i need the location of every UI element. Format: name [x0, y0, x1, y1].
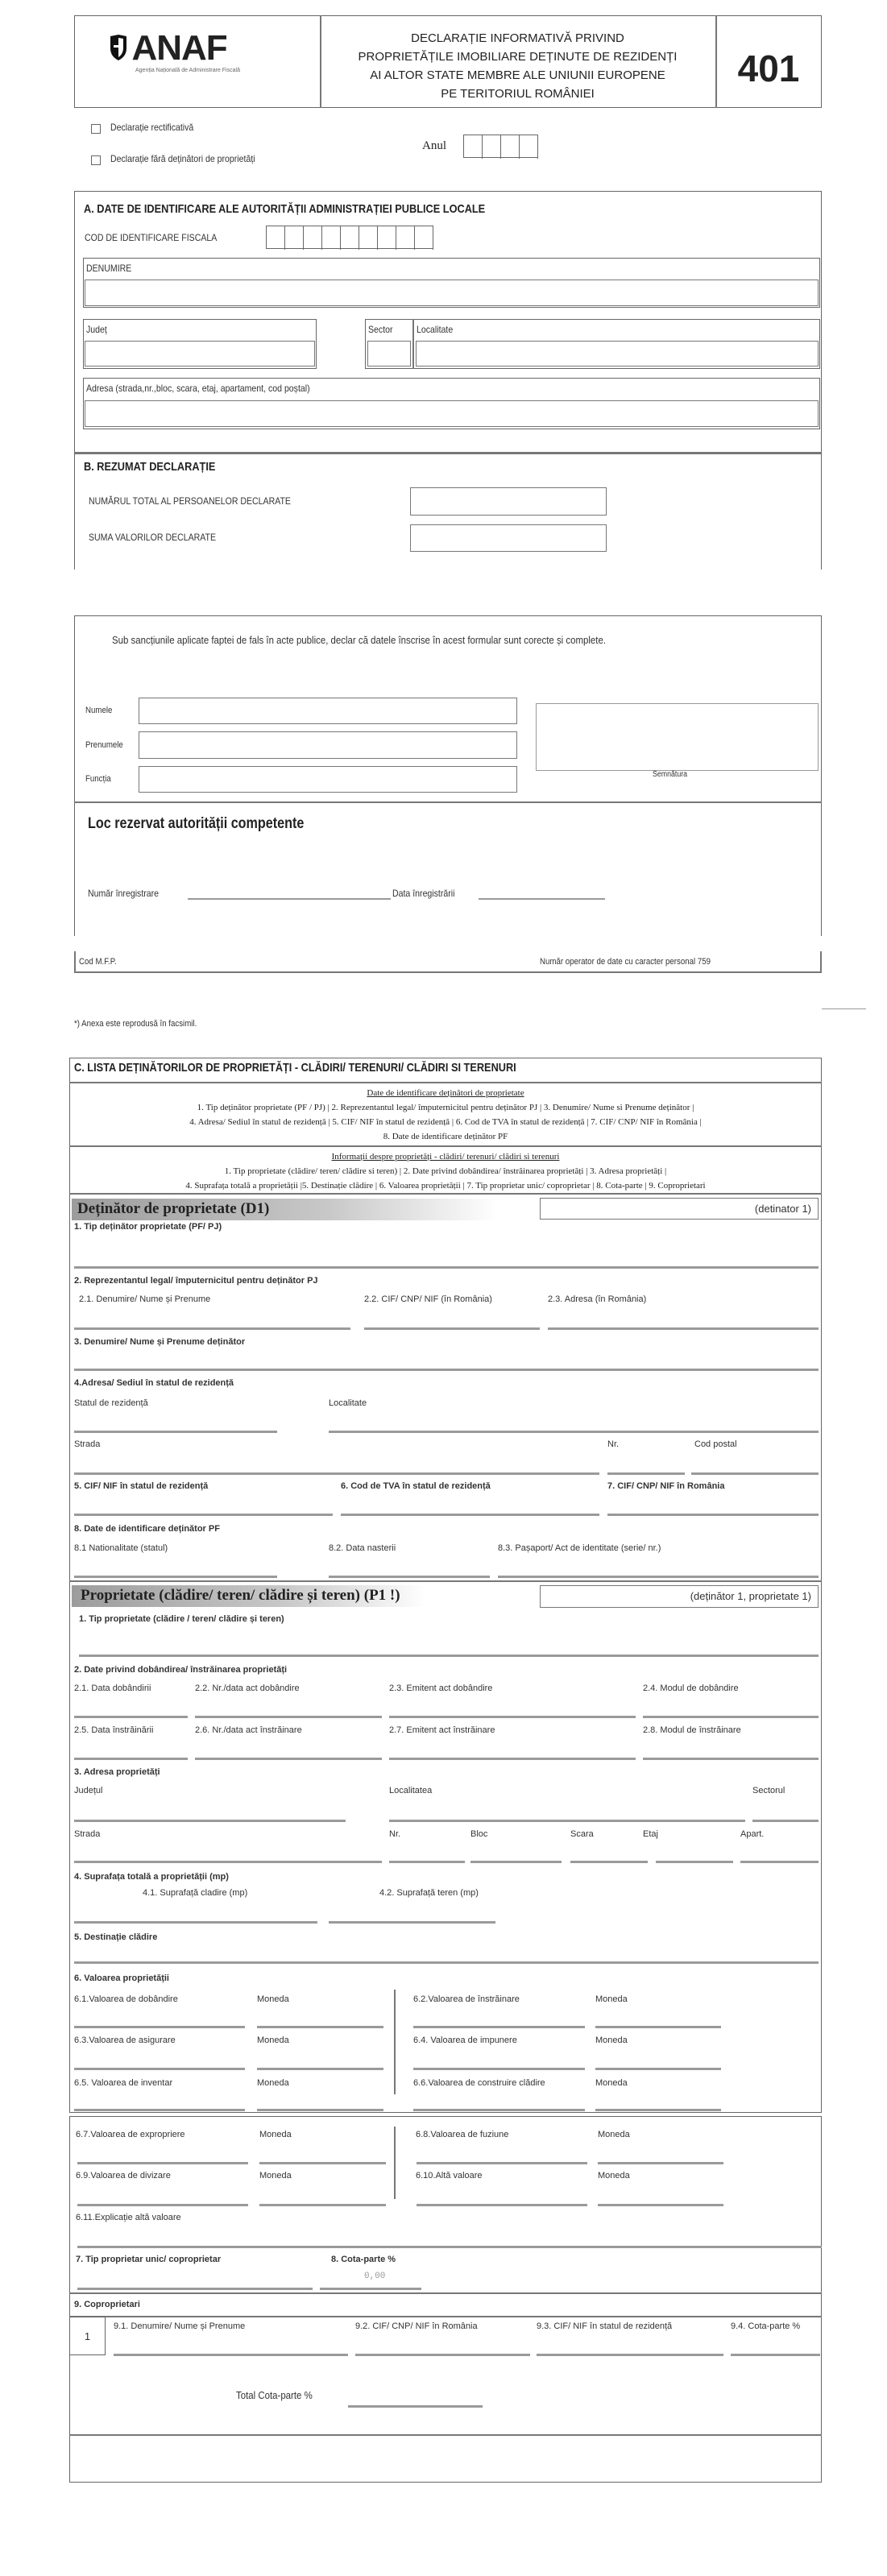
moneda-label: Moneda [259, 2171, 292, 2180]
property-sectorul-input[interactable] [752, 1820, 819, 1822]
adresa-input[interactable] [85, 400, 819, 427]
legend-line: 4. Adresa/ Sediul în statul de rezidență | 5. CIF/ NIF în statul de rezidență | 6. Cod de TVA în statul de rezidență | 7. CIF/ CNP/ NIF în România | [189, 1117, 702, 1127]
f6-6-currency-input[interactable] [595, 2109, 721, 2111]
owner-f6-input[interactable] [341, 1514, 599, 1516]
f6-7-label: 6.7.Valoarea de expropriere [76, 2130, 185, 2139]
property-bloc-label: Bloc [470, 1829, 488, 1839]
property-f4-1-input[interactable] [74, 1921, 317, 1924]
numele-input[interactable] [139, 698, 517, 724]
f6-6-input[interactable] [413, 2109, 585, 2111]
moneda-label: Moneda [595, 2078, 628, 2088]
owner-f1-input[interactable] [74, 1266, 819, 1269]
f9-3-input[interactable] [537, 2354, 723, 2356]
f6-5-label: 6.5. Valoarea de inventar [74, 2078, 173, 2088]
title-line: PE TERITORIUL ROMÂNIEI [441, 87, 595, 101]
property-f5-input[interactable] [74, 1961, 819, 1964]
numele-label: Numele [85, 706, 113, 715]
property-f4-2-input[interactable] [329, 1921, 495, 1924]
owner-f3-input[interactable] [74, 1369, 819, 1371]
property-apart-label: Apart. [740, 1829, 765, 1839]
f9-3-label: 9.3. CIF/ NIF în statul de rezidență [537, 2321, 673, 2331]
localitate-label: Localitate [417, 324, 454, 335]
owner-statul-label: Statul de rezidență [74, 1398, 148, 1408]
property-scara-label: Scara [570, 1829, 594, 1839]
numar-inregistrare-input[interactable] [188, 898, 391, 900]
semnatura-label: Semnătura [653, 770, 688, 779]
property-localitatea-label: Localitatea [389, 1786, 433, 1795]
f9-label: 9. Coproprietari [74, 2300, 140, 2309]
property-strada-input[interactable] [74, 1861, 382, 1863]
owner-f2-label: 2. Reprezentantul legal/ împuternicitul pentru deținător PJ [74, 1276, 318, 1286]
owner-f2-2-label: 2.2. CIF/ CNP/ NIF (în România) [364, 1294, 492, 1304]
property-sectorul-label: Sectorul [752, 1786, 785, 1795]
property-etaj-label: Etaj [643, 1829, 658, 1839]
f6-11-label: 6.11.Explicație altă valoare [76, 2213, 181, 2222]
property-f4-label: 4. Suprafața totală a proprietății (mp) [74, 1872, 229, 1882]
form-title [320, 29, 715, 103]
moneda-label: Moneda [257, 1994, 289, 2004]
section-b-title: B. REZUMAT DECLARAȚIE [84, 460, 216, 474]
section-divider [74, 801, 822, 803]
cota-value[interactable]: 0,00 [364, 2272, 386, 2281]
owner-statul-input[interactable] [74, 1431, 277, 1433]
numar-inregistrare-label: Număr înregistrare [88, 888, 160, 899]
form-number: 401 [737, 48, 800, 89]
footer-border [74, 951, 76, 972]
property-tag: (deținător 1, proprietate 1) [540, 1585, 819, 1608]
owner-f8-2-input[interactable] [329, 1576, 490, 1578]
f6-9-label: 6.9.Valoarea de divizare [76, 2171, 171, 2180]
footer-border [820, 951, 822, 972]
moneda-label: Moneda [259, 2130, 292, 2139]
legend-heading: Informații despre proprietăți - clădiri/ terenuri/ clădiri si terenuri [331, 1152, 560, 1162]
fara-detinatori-checkbox[interactable] [91, 155, 101, 165]
property-f2-1-label: 2.1. Data dobândirii [74, 1684, 151, 1693]
functia-label: Funcția [85, 774, 111, 784]
f6-5-input[interactable] [74, 2109, 245, 2111]
moneda-label: Moneda [257, 2036, 289, 2045]
f9-1-label: 9.1. Denumire/ Nume și Prenume [114, 2321, 246, 2331]
property-f2-4-input[interactable] [643, 1716, 819, 1718]
f6-1-input[interactable] [74, 2026, 245, 2028]
owner-localitate-input[interactable] [329, 1431, 819, 1433]
section-c-title: C. LISTA DEȚINĂTORILOR DE PROPRIETĂȚI - CLĂDIRI/ TERENURI/ CLĂDIRI SI TERENURI [74, 1061, 516, 1075]
coowner-index: 1 [84, 2330, 91, 2342]
property-f1-input[interactable] [79, 1655, 819, 1657]
judet-label: Județ [86, 324, 107, 335]
column-divider [394, 2127, 396, 2199]
legend-line: 1. Tip deținător proprietate (PF / PJ) | 2. Reprezentantul legal/ împuternicitul pentru deținător PJ | 3. Denumire/ Nume si Prenume deținător | [197, 1103, 694, 1112]
prenumele-input[interactable] [139, 731, 517, 759]
functia-input[interactable] [139, 766, 517, 793]
f6-3-input[interactable] [74, 2068, 245, 2070]
property-f2-5-input[interactable] [74, 1758, 188, 1760]
f6-9-currency-input[interactable] [259, 2204, 386, 2206]
owner-f2-2-input[interactable] [364, 1327, 540, 1330]
anul-input[interactable] [463, 135, 538, 158]
title-line: AI ALTOR STATE MEMBRE ALE UNIUNII EUROPENE [370, 68, 665, 82]
f6-6-label: 6.6.Valoarea de construire clădire [413, 2078, 545, 2088]
f9-2-input[interactable] [355, 2354, 530, 2356]
property-f5-label: 5. Destinație clădire [74, 1932, 158, 1942]
judet-input[interactable] [85, 341, 315, 367]
owner-f8-3-input[interactable] [498, 1576, 819, 1578]
anaf-logo [109, 28, 227, 68]
cif-label: COD DE IDENTIFICARE FISCALA [85, 232, 218, 243]
fara-detinatori-label: Declarație fără deținători de proprietăți [110, 153, 255, 164]
sector-label: Sector [368, 324, 393, 335]
property-f3-label: 3. Adresa proprietăți [74, 1767, 160, 1777]
cif-input[interactable] [266, 226, 433, 249]
moneda-label: Moneda [595, 2036, 628, 2045]
numar-total-input[interactable] [410, 487, 607, 516]
property-nr-label: Nr. [389, 1829, 401, 1839]
sector-input[interactable] [367, 341, 411, 367]
property-nr-input[interactable] [389, 1861, 465, 1863]
legend-heading: Date de identificare deținători de proprietate [367, 1088, 524, 1098]
divider [822, 1008, 866, 1009]
property-f1-label: 1. Tip proprietate (clădire / teren/ clădire și teren) [79, 1614, 284, 1624]
shield-icon [109, 34, 128, 61]
footer-border [74, 971, 822, 973]
f6-4-currency-input[interactable] [595, 2068, 721, 2070]
property-f2-8-label: 2.8. Modul de înstrăinare [643, 1725, 741, 1735]
f6-11-input[interactable] [77, 2246, 822, 2248]
divider [69, 1145, 822, 1147]
property-f2-1-input[interactable] [74, 1716, 188, 1718]
owner-f8-1-input[interactable] [74, 1576, 277, 1578]
property-judetul-input[interactable] [74, 1820, 346, 1822]
divider [69, 1580, 822, 1582]
owner-f8-2-label: 8.2. Data nasterii [329, 1543, 396, 1553]
property-judetul-label: Județul [74, 1786, 103, 1795]
declaration-statement: Sub sancțiunile aplicate faptei de fals în acte publice, declar că datele înscrise în acest formular sunt corecte și complete. [112, 634, 607, 646]
property-f2-5-label: 2.5. Data înstrăinării [74, 1725, 154, 1735]
property-f2-label: 2. Date privind dobândirea/ înstrăinarea proprietăți [74, 1665, 288, 1675]
legend-line: 4. Suprafața totală a proprietății |5. Destinație clădire | 6. Valoarea proprietății | 7. Tip proprietar unic/ coproprietar | 8. Cota-parte | 9. Coproprietari [185, 1181, 706, 1191]
logo-text: ANAF [131, 28, 227, 68]
owner-strada-input[interactable] [74, 1472, 599, 1475]
property-scara-input[interactable] [570, 1861, 648, 1863]
divider [69, 2316, 822, 2317]
f8-input[interactable] [320, 2288, 421, 2290]
owner-f8-label: 8. Date de identificare deținător PF [74, 1524, 220, 1534]
divider [69, 2434, 822, 2436]
property-f2-4-label: 2.4. Modul de dobândire [643, 1684, 739, 1693]
rectificativa-label: Declarație rectificativă [110, 122, 194, 133]
column-divider [394, 1990, 396, 2094]
property-bloc-input[interactable] [470, 1861, 562, 1863]
f9-4-label: 9.4. Cota-parte % [731, 2321, 801, 2331]
owner-f4-label: 4.Adresa/ Sediul în statul de rezidență [74, 1378, 234, 1388]
owner-f8-1-label: 8.1 Nationalitate (statul) [74, 1543, 168, 1553]
legend-owners [69, 1086, 822, 1144]
f6-2-currency-input[interactable] [595, 2026, 721, 2028]
property-f2-7-input[interactable] [389, 1758, 636, 1760]
f9-4-input[interactable] [731, 2354, 820, 2356]
localitate-input[interactable] [416, 341, 819, 367]
suma-input[interactable] [410, 524, 607, 552]
f6-2-label: 6.2.Valoarea de înstrăinare [413, 1994, 520, 2004]
owner-f2-1-input[interactable] [74, 1327, 350, 1330]
denumire-label: DENUMIRE [86, 263, 132, 274]
divider [69, 1193, 822, 1195]
property-f2-6-input[interactable] [195, 1758, 382, 1760]
owner-localitate-label: Localitate [329, 1398, 367, 1408]
property-f2-3-label: 2.3. Emitent act dobândire [389, 1684, 493, 1693]
f9-1-input[interactable] [114, 2354, 348, 2356]
f6-5-currency-input[interactable] [257, 2109, 383, 2111]
moneda-label: Moneda [257, 2078, 289, 2088]
owner-f1-label: 1. Tip deținător proprietate (PF/ PJ) [74, 1222, 222, 1232]
data-inregistrarii-label: Data înregistrării [392, 888, 455, 899]
anul-label: Anul [422, 139, 446, 152]
f6-4-label: 6.4. Valoarea de impunere [413, 2036, 517, 2045]
property-title: Proprietate (clădire/ teren/ clădire și teren) (P1 !) [81, 1587, 400, 1604]
owner-f3-label: 3. Denumire/ Nume și Prenume deținător [74, 1337, 246, 1347]
reserved-title: Loc rezervat autorității competente [88, 815, 305, 832]
moneda-label: Moneda [598, 2171, 630, 2180]
f6-3-currency-input[interactable] [257, 2068, 383, 2070]
legend-line: 1. Tip proprietate (clădire/ teren/ clădire si teren) | 2. Date privind dobândirea/ înstrăinarea proprietăți | 3. Adresa proprietăți | [224, 1166, 667, 1176]
f6-1-label: 6.1.Valoarea de dobândire [74, 1994, 178, 2004]
signature-box[interactable] [536, 703, 819, 771]
title-line: DECLARAȚIE INFORMATIVĂ PRIVIND [411, 31, 624, 45]
f9-2-label: 9.2. CIF/ CNP/ NIF în România [355, 2321, 478, 2331]
owner-f2-1-label: 2.1. Denumire/ Nume și Prenume [79, 1294, 211, 1304]
property-f2-8-input[interactable] [643, 1758, 819, 1760]
property-f2-7-label: 2.7. Emitent act înstrăinare [389, 1725, 495, 1735]
owner-title: Deținător de proprietate (D1) [77, 1200, 270, 1217]
section-a-title: A. DATE DE IDENTIFICARE ALE AUTORITĂȚII ADMINISTRAȚIEI PUBLICE LOCALE [84, 202, 486, 216]
owner-f2-3-label: 2.3. Adresa (în România) [548, 1294, 647, 1304]
owner-f7-input[interactable] [607, 1514, 819, 1516]
owner-f2-3-input[interactable] [548, 1327, 819, 1330]
property-localitatea-input[interactable] [389, 1820, 745, 1822]
rectificativa-checkbox[interactable] [91, 124, 101, 134]
property-apart-input[interactable] [740, 1861, 819, 1863]
f6-2-input[interactable] [413, 2026, 585, 2028]
property-strada-label: Strada [74, 1829, 101, 1839]
f6-3-label: 6.3.Valoarea de asigurare [74, 2036, 176, 2045]
annex-note: *) Anexa este reprodusă în facsimil. [74, 1019, 197, 1029]
f6-7-currency-input[interactable] [259, 2162, 386, 2164]
denumire-input[interactable] [85, 280, 819, 306]
f6-10-label: 6.10.Altă valoare [416, 2171, 483, 2180]
property-f6-label: 6. Valoarea proprietății [74, 1973, 169, 1983]
divider [69, 2292, 822, 2294]
legend-line: 8. Date de identificare deținător PF [383, 1132, 508, 1141]
f7-label: 7. Tip proprietar unic/ coproprietar [76, 2255, 222, 2264]
f6-10-input[interactable] [417, 2204, 587, 2206]
property-f4-1-label: 4.1. Suprafață cladire (mp) [143, 1888, 248, 1898]
owner-f6-label: 6. Cod de TVA în statul de rezidență [341, 1481, 491, 1491]
operator-number: Număr operator de date cu caracter personal 759 [540, 957, 711, 967]
owner-cod-postal-label: Cod postal [694, 1439, 737, 1449]
owner-f5-input[interactable] [74, 1514, 333, 1516]
f6-8-currency-input[interactable] [598, 2162, 723, 2164]
f6-7-input[interactable] [77, 2162, 248, 2164]
owner-nr-input[interactable] [607, 1472, 685, 1475]
f7-input[interactable] [77, 2288, 313, 2290]
f8-label: 8. Cota-parte % [331, 2255, 396, 2264]
f6-4-input[interactable] [413, 2068, 585, 2070]
cod-mfp: Cod M.F.P. [79, 957, 117, 967]
adresa-label: Adresa (strada,nr.,bloc, scara, etaj, apartament, cod poștal) [86, 383, 310, 394]
f6-10-currency-input[interactable] [598, 2204, 723, 2206]
title-line: PROPRIETĂȚILE IMOBILIARE DEȚINUTE DE REZIDENȚI [358, 50, 678, 64]
owner-tag: (detinator 1) [540, 1198, 819, 1220]
f6-9-input[interactable] [77, 2204, 248, 2206]
data-inregistrarii-input[interactable] [479, 898, 605, 900]
property-f4-2-label: 4.2. Suprafață teren (mp) [379, 1888, 479, 1898]
property-f2-3-input[interactable] [389, 1716, 636, 1718]
moneda-label: Moneda [598, 2130, 630, 2139]
divider [412, 319, 414, 369]
owner-f7-label: 7. CIF/ CNP/ NIF în România [607, 1481, 725, 1491]
owner-nr-label: Nr. [607, 1439, 620, 1449]
owner-cod-postal-input[interactable] [691, 1472, 819, 1475]
property-f2-2-input[interactable] [195, 1716, 382, 1718]
f6-8-input[interactable] [417, 2162, 587, 2164]
total-cota-input[interactable] [348, 2405, 483, 2408]
owner-strada-label: Strada [74, 1439, 101, 1449]
legend-properties [69, 1149, 822, 1193]
f6-8-label: 6.8.Valoarea de fuziune [416, 2130, 509, 2139]
property-f2-6-label: 2.6. Nr./data act înstrăinare [195, 1725, 302, 1735]
suma-label: SUMA VALORILOR DECLARATE [89, 532, 217, 543]
property-etaj-input[interactable] [656, 1861, 733, 1863]
logo-subtitle: Agenția Națională de Administrare Fiscală [135, 68, 240, 73]
f6-1-currency-input[interactable] [257, 2026, 383, 2028]
total-cota-label: Total Cota-parte % [236, 2389, 313, 2401]
numar-total-label: NUMĂRUL TOTAL AL PERSOANELOR DECLARATE [89, 495, 291, 507]
owner-f8-3-label: 8.3. Pașaport/ Act de identitate (serie/ nr.) [498, 1543, 661, 1553]
prenumele-label: Prenumele [85, 740, 123, 750]
owner-f5-label: 5. CIF/ NIF în statul de rezidență [74, 1481, 209, 1491]
divider [69, 1082, 822, 1083]
property-f2-2-label: 2.2. Nr./data act dobândire [195, 1684, 300, 1693]
moneda-label: Moneda [595, 1994, 628, 2004]
